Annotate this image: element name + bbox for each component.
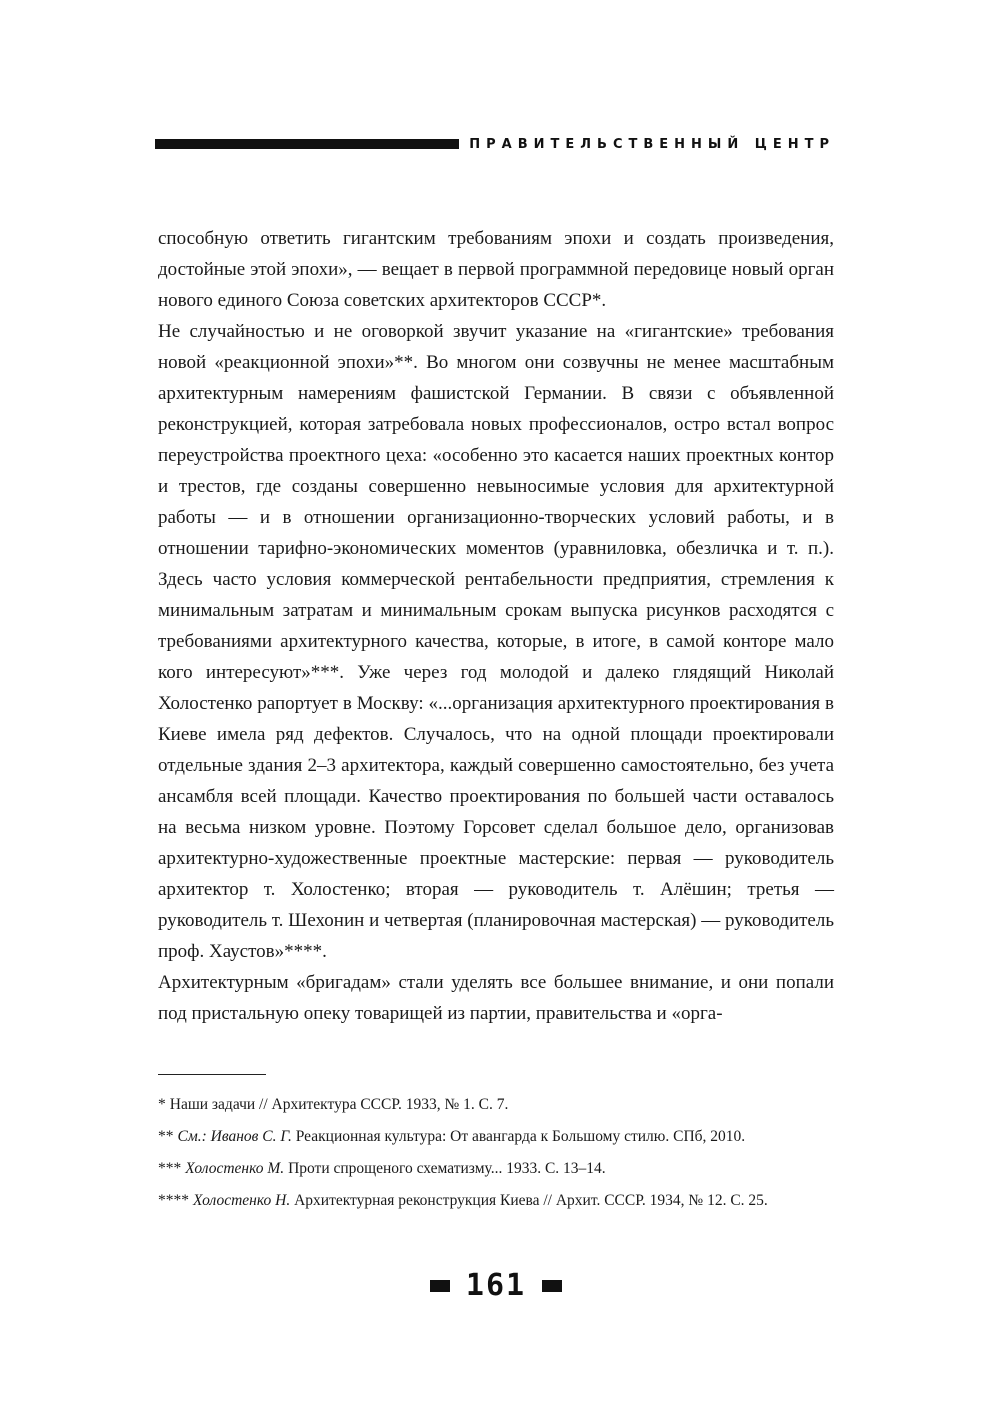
paragraph: Архитектурным «бригадам» стали уделять все большее внимание, и они попали под пристальную опеку товарищей из партии, правительства и «орга- (158, 972, 834, 1024)
footnote-mark: **** (158, 1192, 189, 1209)
paragraph: Не случайностью и не оговоркой звучит указание на «гигантские» требования новой «реакционной эпохи»**. Во многом они созвучны не менее масштабным архитектурным намерениям фашистской Германии. В связи с объявленной реконструкцией, которая затребовала новых профессионалов, остро встал вопрос переустройства проектного цеха: «особенно это касается наших проектных контор и трестов, где созданы совершенно невыносимые условия для архитектурной работы — и в отношении организационно-творческих условий работы, и в отношении тарифно-экономических моментов (уравниловка, обезличка и т. п.). Здесь часто условия коммерческой рентабельности предприятия, стремления к минимальным затратам и минимальным срокам выпуска рисунков расходятся с требованиями архитектурного качества, которые, в итоге, в самой конторе мало кого интересуют»***. Уже через год молодой и далеко глядящий Николай Холостенко рапортует в Москву: «...организация архитектурного проектирования в Киеве имела ряд дефектов. Случалось, что на одной площади проектировали отдельные здания 2–3 архитектора, каждый совершенно самостоятельно, без учета ансамбля всей площади. Качество проектирования по большей части оставалось на весьма низком уровне. Поэтому Горсовет сделал большое дело, организовав архитектурно-художественные проектные мастерские: первая — руководитель архитектор т. Холостенко; вторая — руководитель т. Алёшин; третья — руководитель т. Шехонин и четвертая (планировочная мастерская) — руководитель проф. Хаустов»****. (158, 321, 834, 962)
page-number: 161 (465, 1268, 527, 1303)
footnote-author: См.: Иванов С. Г. (177, 1128, 292, 1145)
footnote-mark: ** (158, 1128, 174, 1145)
page-number-footer (0, 1268, 992, 1303)
footnotes (158, 1089, 848, 1217)
footnote-2 (158, 1121, 848, 1153)
header-rule (155, 139, 459, 149)
page-number-right-block (542, 1280, 562, 1292)
footnote-text: Архитектурная реконструкция Киева // Архит. СССР. 1934, № 12. С. 25. (294, 1192, 768, 1209)
footnote-separator (158, 1074, 266, 1075)
paragraph: способную ответить гигантским требованиям эпохи и создать произведения, достойные этой эпохи», — вещает в первой программной передовице новый орган нового единого Союза советских архитекторов СССР*. (158, 228, 834, 311)
header-title: ПРАВИТЕЛЬСТВЕННЫЙ ЦЕНТР (469, 136, 835, 152)
page-number-left-block (430, 1280, 450, 1292)
footnote-3 (158, 1153, 848, 1185)
footnote-mark: *** (158, 1160, 182, 1177)
footnote-author: Холостенко Н. (193, 1192, 291, 1209)
footnote-mark: * (158, 1096, 166, 1113)
body-text (158, 223, 834, 1029)
footnote-4 (158, 1185, 848, 1217)
footnote-text: Проти спрощеного схематизму... 1933. С. 13–14. (288, 1160, 606, 1177)
footnote-text: Реакционная культура: От авангарда к Большому стилю. СПб, 2010. (295, 1128, 746, 1145)
running-header (155, 133, 835, 155)
footnote-text: Наши задачи // Архитектура СССР. 1933, № 1. С. 7. (169, 1096, 509, 1113)
footnote-author: Холостенко М. (185, 1160, 285, 1177)
footnote-1 (158, 1089, 848, 1121)
